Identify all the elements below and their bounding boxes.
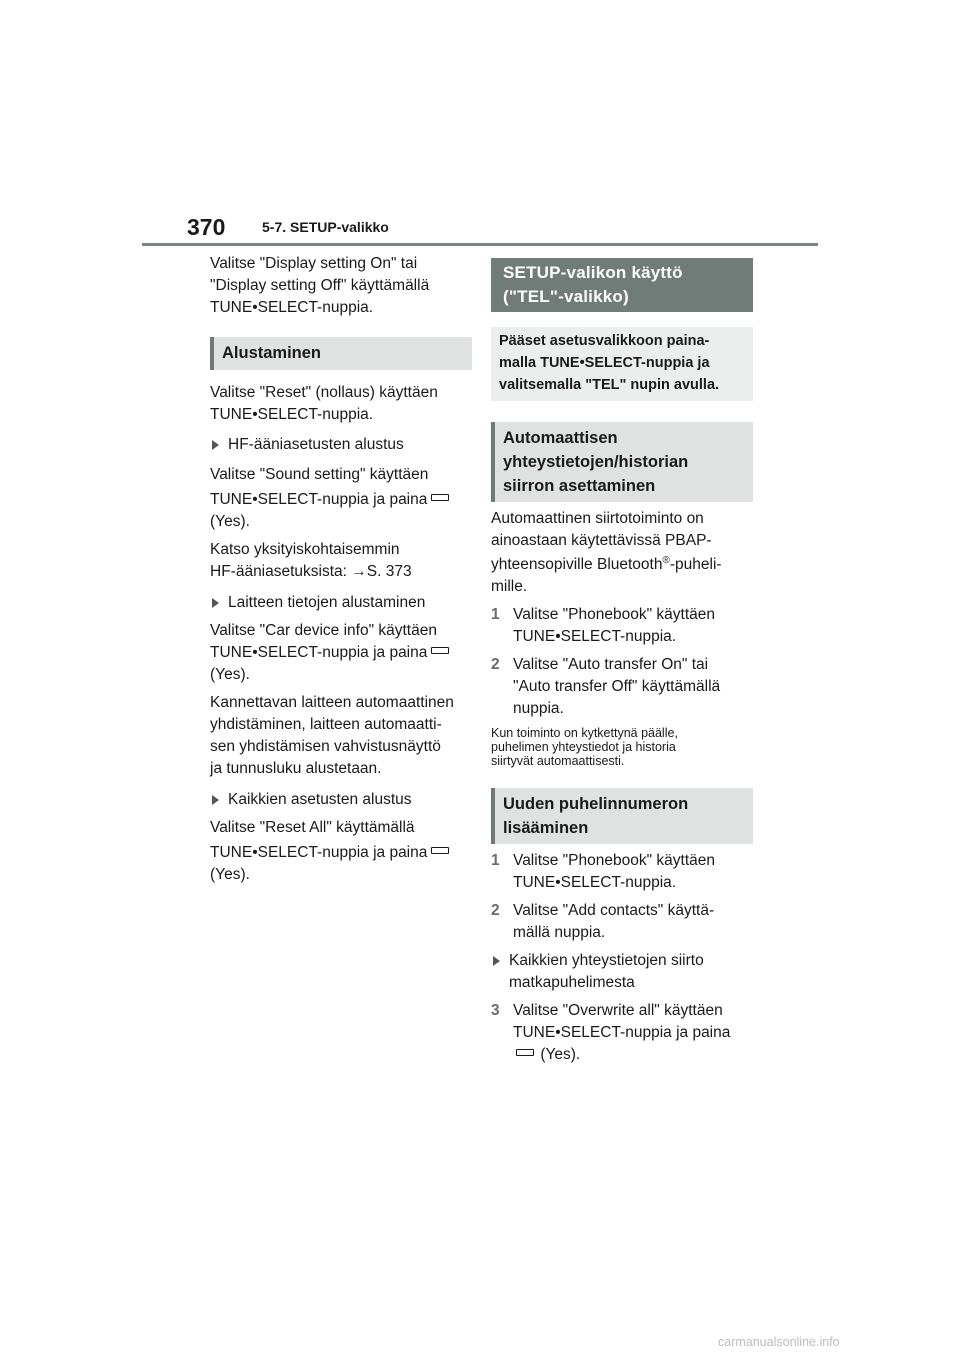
reset-paragraph: Valitse "Reset" (nollaus) käyttäen TUNE•SELECT-nuppia. [210, 384, 438, 423]
triangle-bullet-icon [493, 956, 500, 966]
new-step-1: 1 Valitse "Phonebook" käyttäen TUNE•SELECT-nuppia. [491, 852, 716, 891]
triangle-bullet-icon [212, 440, 219, 450]
alustaminen-heading: Alustaminen [210, 337, 472, 370]
auto-step-1: 1 Valitse "Phonebook" käyttäen TUNE•SELECT-nuppia. [491, 606, 716, 645]
button-icon [431, 847, 449, 854]
triangle-bullet-icon [212, 598, 219, 608]
new-number-heading: Uuden puhelinnumeron lisääminen [491, 788, 753, 844]
button-icon [516, 1049, 534, 1056]
page-number: 370 [187, 214, 226, 240]
button-icon [431, 647, 449, 654]
new-step-3: 3 Valitse "Overwrite all" käyttäen TUNE•SELECT-nuppia ja paina (Yes). [491, 1002, 731, 1063]
transfer-all-bullet: Kaikkien yhteystietojen siirto matkapuhelimesta [491, 950, 753, 994]
tel-menu-banner: SETUP-valikon käyttö ("TEL"-valikko) [491, 258, 753, 312]
right-column [491, 258, 753, 1072]
left-column [210, 253, 472, 892]
hf-reset-paragraph: Valitse "Sound setting" käyttäen TUNE•SELECT-nuppia ja paina (Yes). [210, 464, 472, 533]
new-step-2: 2 Valitse "Add contacts" käyttä- mällä nuppia. [491, 902, 715, 941]
all-reset-bullet: Kaikkien asetusten alustus [210, 789, 472, 811]
hf-reset-bullet: HF-ääniasetusten alustus [210, 434, 472, 456]
device-reset-paragraph: Valitse "Car device info" käyttäen TUNE•SELECT-nuppia ja paina (Yes). [210, 620, 472, 686]
auto-transfer-note: Kun toiminto on kytkettynä päälle, puhelimen yhteystiedot ja historia siirtyvät automaattisesti. [491, 726, 678, 768]
watermark: carmanualsonline.info [718, 1335, 840, 1349]
auto-transfer-heading: Automaattisen yhteystietojen/historian siirron asettaminen [491, 422, 753, 502]
header-rule [142, 243, 818, 246]
triangle-bullet-icon [212, 795, 219, 805]
section-title: 5-7. SETUP-valikko [262, 219, 389, 235]
all-reset-paragraph: Valitse "Reset All" käyttämällä TUNE•SELECT-nuppia ja paina (Yes). [210, 817, 472, 886]
intro-paragraph: Valitse "Display setting On" tai "Display setting Off" käyttämällä TUNE•SELECT-nuppia. [210, 255, 430, 316]
hf-reference-paragraph: Katso yksityiskohtaisemmin HF-ääniasetuksista: →S. 373 [210, 541, 412, 580]
device-reset-bullet: Laitteen tietojen alustaminen [210, 592, 472, 614]
button-icon [431, 494, 449, 501]
auto-step-2: 2 Valitse "Auto transfer On" tai "Auto transfer Off" käyttämällä nuppia. [491, 656, 721, 717]
tel-info-box: Pääset asetusvalikkoon paina- malla TUNE•SELECT-nuppia ja valitsemalla "TEL" nupin avulla. [491, 327, 753, 401]
auto-transfer-description: Automaattinen siirtotoiminto on ainoastaan käytettävissä PBAP- yhteensopiville Bluetooth®-puheli- mille. [491, 510, 722, 595]
device-description: Kannettavan laitteen automaattinen yhdistäminen, laitteen automaatti- sen yhdistämisen vahvistusnäyttö ja tunnusluku alustetaan. [210, 694, 454, 777]
